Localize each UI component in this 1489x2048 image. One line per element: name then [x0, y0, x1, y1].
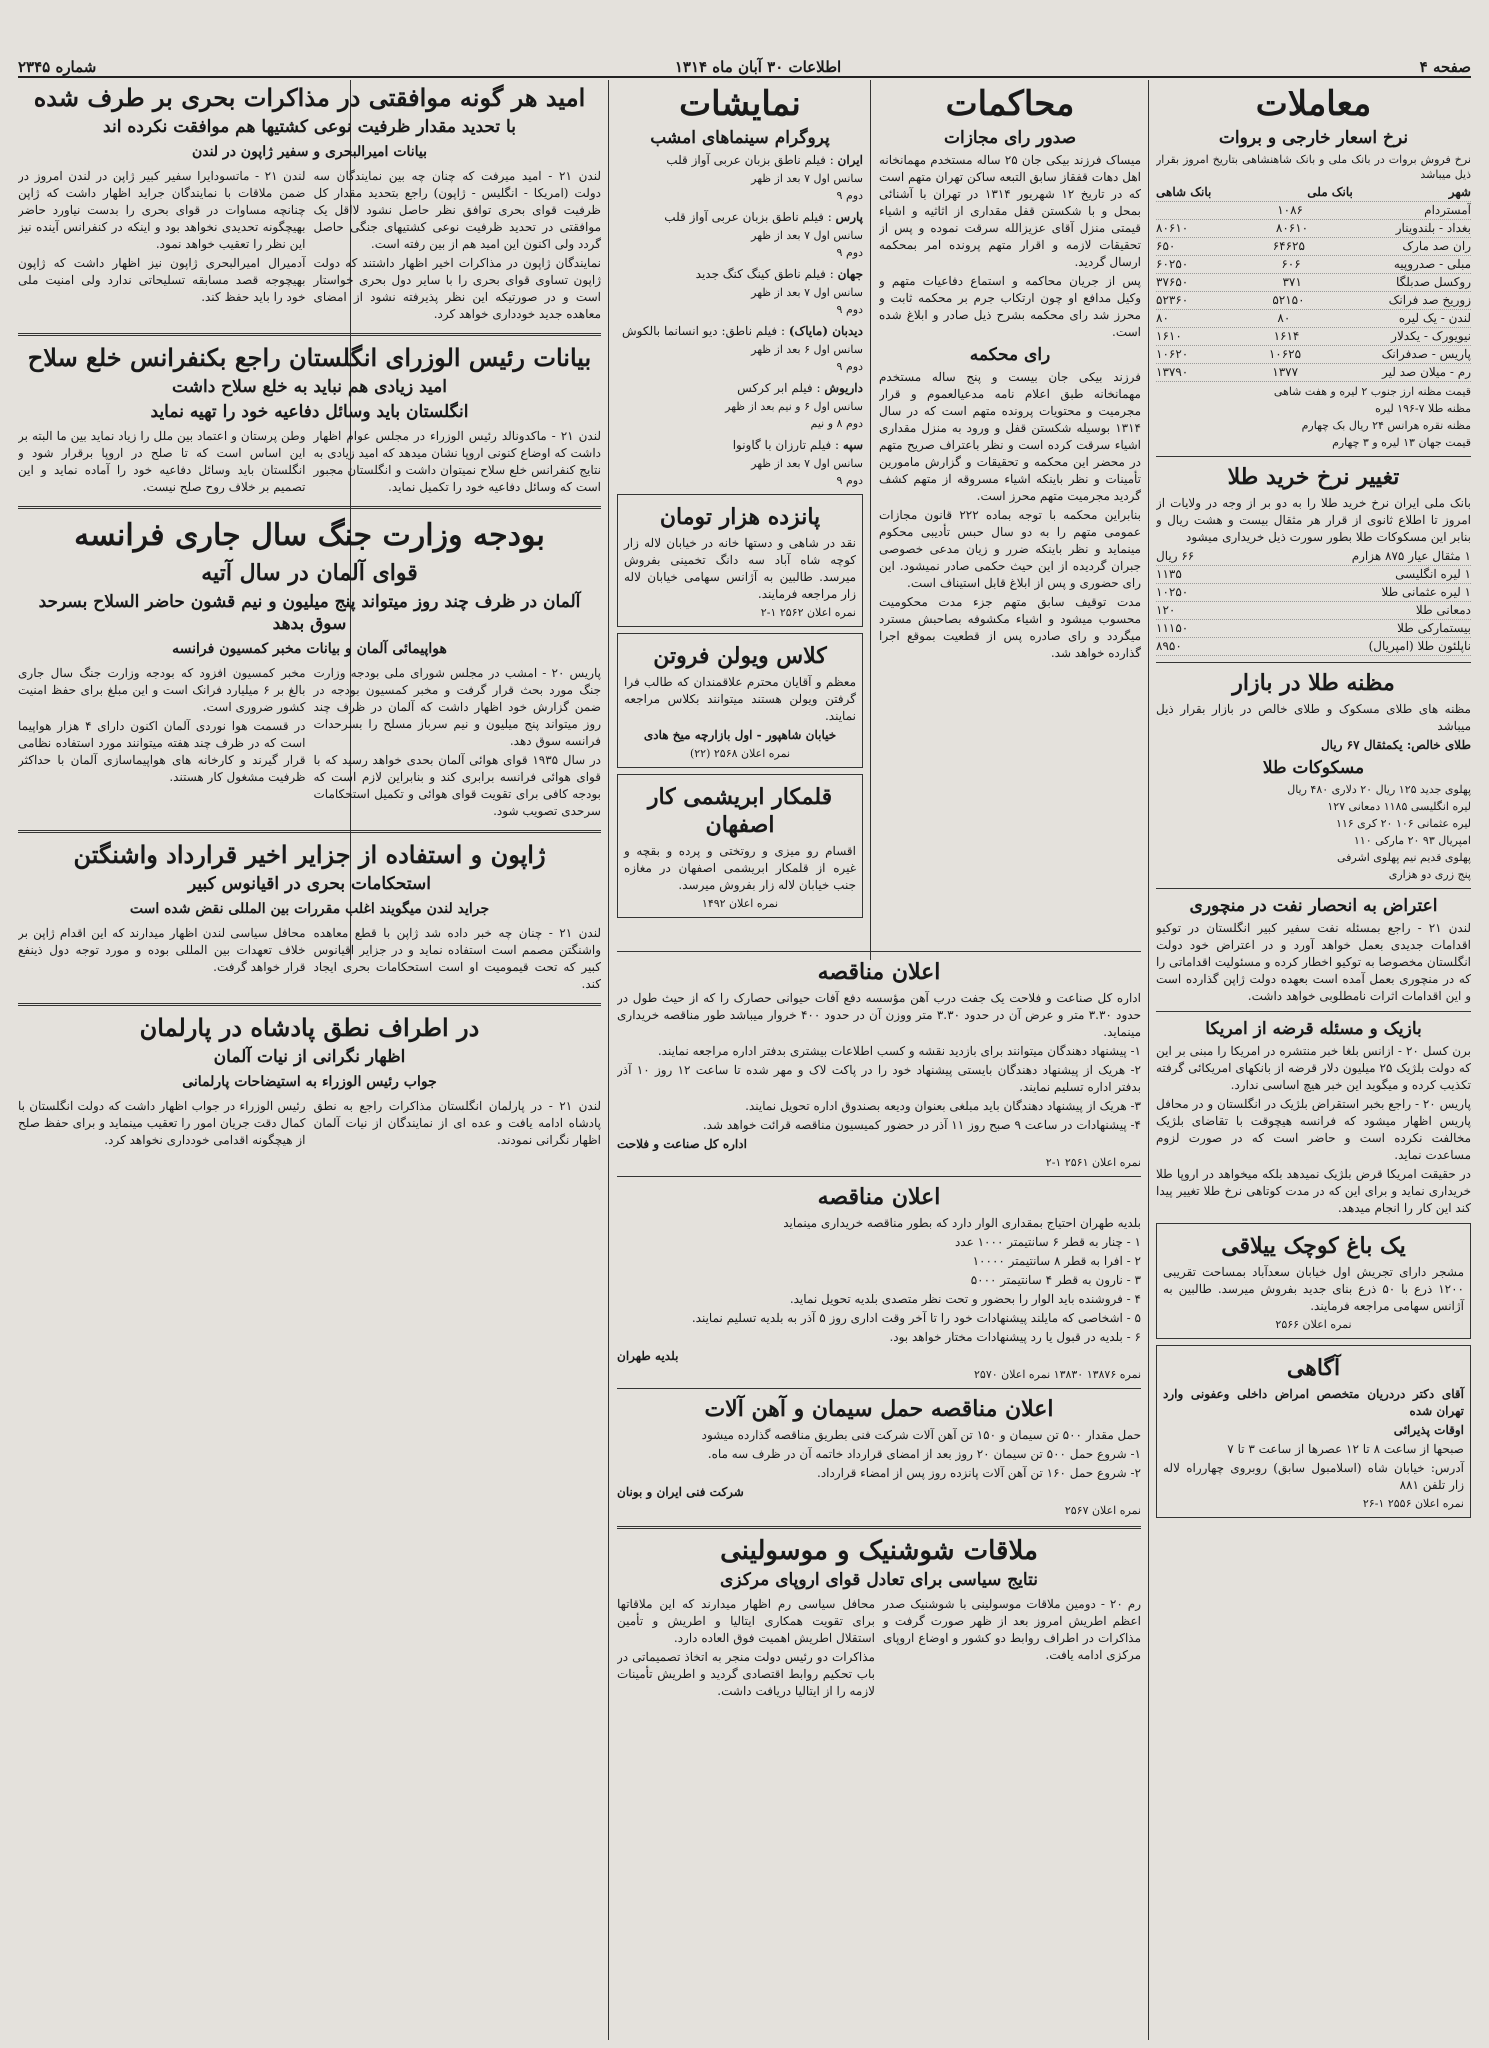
tender-item: ۲- هریک از پیشنهاد دهندگان بایستی پیشنهاد خود را در پاکت لاک و مهر شده تا ساعت ۱۲ روز ۱۰ آذر بدفتر اداره تسلیم نمایند.	[617, 1063, 1141, 1094]
column-divider	[1148, 80, 1149, 2040]
gold-note: مظنه نقره هرانس ۲۴ ریال بک چهارم	[1301, 419, 1471, 432]
headline-meeting: ملاقات شوشنیک و موسولینی	[720, 1536, 1038, 1566]
cinema-session: دوم ۹	[836, 246, 863, 259]
rate-bank-melli: ۵۲۱۵۰	[1272, 293, 1305, 307]
gold-note: مظنه طلا ۷-۱۹۶ لیره	[1375, 402, 1471, 415]
cinema-session: دوم ۹	[836, 474, 863, 487]
gold-buy-text: بانک ملی ایران نرخ خرید طلا را به دو بر از وجه در ولایات از امروز تا اطلاع ثانوی از قرار هر مثقال بیست و هشت ریال و بنابر این مسکوکات طلا بطور سورت ذیل خریداری میشود	[1156, 496, 1471, 544]
section-title-trials: محاکمات	[945, 84, 1075, 124]
trial-text: بنابراین محکمه با توجه بماده ۲۲۲ قانون مجازات عمومی متهم را به دو سال حبس تأدیبی محکوم مینماید و نظر باینکه ضرر و زیان مدعی خصوصی جبران گردیده از این حیث حکمی صادر نمیشود. این رای حضوری و پس از ابلاغ قابل استیناف است.	[879, 508, 1141, 590]
cinema-name: دیدبان (مایاک)	[788, 324, 863, 338]
divider	[617, 1388, 1141, 1389]
rate-city: نیویورک - یکدلار	[1391, 329, 1471, 343]
rate-bank-shahi: ۶۵۰	[1156, 239, 1176, 253]
article-text: لندن ۲۱ - ماکدونالد رئیس الوزراء در مجلس عوام اظهار داشت که اوضاع کنونی اروپا نشان میدهد که امید زیادی به نتایج کنفرانس خلع سلاح نمیتوان داشت و انگلستان مجبور است که وسائل دفاعیه خود را تکمیل نماید.	[313, 429, 601, 494]
rate-bank-melli: ۶۴۶۲۵	[1272, 239, 1305, 253]
rates-list	[1156, 202, 1471, 382]
issue-number: شماره ۲۳۴۵	[18, 58, 97, 76]
belgium-loan-heading: بازیک و مسئله قرضه از امریکا	[1205, 1019, 1422, 1039]
rate-city: رم - میلان صد لیر	[1382, 365, 1471, 379]
tender-item: ۳ - نارون به قطر ۴ سانتیمتر ۵۰۰۰	[970, 1273, 1141, 1287]
rate-bank-shahi: ۵۲۳۶۰	[1156, 293, 1189, 307]
coin-row: پهلوی قدیم نیم پهلوی اشرفی	[1336, 851, 1471, 864]
rate-bank-melli: ۸۰۶۱۰	[1275, 221, 1309, 235]
verdict-heading: رای محکمه	[969, 345, 1051, 365]
rate-row	[1156, 274, 1471, 292]
gold-row	[1156, 566, 1471, 584]
advert-number: نمره اعلان ۱۴۹۲	[701, 897, 779, 910]
cinema-entry	[617, 209, 863, 260]
gold-row	[1156, 638, 1471, 656]
rate-row	[1156, 310, 1471, 328]
divider	[1156, 662, 1471, 663]
cinema-film: فیلم ناطق: دیو انسانما بالکوش	[622, 324, 778, 338]
trial-text: فرزند بیکی جان بیست و پنج ساله مستخدم مهمانخانه طبق اعلام نامه مدعیالعموم و قرار مجرمیت و محتویات پرونده متهم است که در سال ۱۳۱۴ بوسیله شکستن قفل و ورود به منزل مقداری اشیاء سرقت کرده است و نظر باعتراف صریح متهم در محضر این محکمه و تحقیقات و گزارش مامورین تأمینات و نظر باینکه اشیاء مسروقه از متهم کشف گردید مجرمیت متهم محرز است.	[879, 370, 1141, 503]
coin-row: امپریال ۹۳ ۲۰ مارکی ۱۱۰	[1353, 834, 1471, 847]
tender-text: بلدیه طهران احتیاج بمقداری الوار دارد که بطور مناقصه خریداری مینماید	[783, 1216, 1141, 1230]
subheadline-disarmament: امید زیادی هم نباید به خلع سلاح داشت	[172, 377, 447, 397]
rate-row	[1156, 202, 1471, 220]
trial-text: مدت توقیف سابق متهم جزء مدت محکومیت محسوب میشود و اشیاء مکشوفه بصاحبش مسترد میگردد و رای صادره پس از قطعیت بموقع اجرا گذارده خواهد شد.	[879, 595, 1141, 660]
coin-list	[1156, 782, 1471, 882]
advert-fifteen-thousand	[617, 494, 863, 627]
rate-city: مبلی - صدروپیه	[1393, 257, 1471, 271]
exchange-rates-heading: نرخ اسعار خارجی و بروات	[1218, 128, 1409, 148]
cinema-session: سانس اول ۷ بعد از ظهر	[751, 457, 863, 470]
tender-signature: بلدیه طهران	[617, 1349, 679, 1363]
article-text: مخبر کمسیون افزود که بودجه وزارت جنگ سال جاری بالغ بر ۶ میلیارد فرانک است و این مبلغ برای حفظ امنیت کشور ضروری است.	[18, 666, 306, 714]
divider	[1156, 888, 1471, 889]
rate-bank-shahi: ۱۰۶۲۰	[1156, 347, 1189, 361]
advert-violin	[617, 633, 863, 768]
cinema-session: دوم ۸ و نیم	[810, 417, 863, 430]
rate-bank-melli: ۱۰۸۶	[1277, 203, 1303, 217]
advert-hours: صبحها از ساعت ۸ تا ۱۲ عصرها از ساعت ۳ تا ۷	[1227, 1442, 1464, 1456]
subheadline-japan: جراید لندن میگویند اغلب مقررات بین المللی نقض شده است	[129, 901, 490, 917]
cinema-line: پارس : فیلم ناطق بزبان عربی آواز قلب	[664, 210, 863, 224]
advert-hours-title: اوقات پذیرائی	[1393, 1423, 1464, 1437]
cinema-film: فیلم ناطق کینگ کنگ جدید	[695, 267, 826, 281]
tender-item: ۲- شروع حمل ۱۶۰ تن آهن آلات پانزده روز پس از امضاء قرارداد.	[817, 1466, 1141, 1480]
rate-city: بغداد - بلندوینار	[1395, 221, 1471, 235]
article-meeting	[617, 1594, 1141, 1702]
coin-row: لیره انگلیسی ۱۱۸۵ دمعانی ۱۲۷	[1327, 800, 1471, 813]
tender-item: ۵ - اشخاصی که مایلند پیشنهادات خود را تا آخر وقت اداری روز ۵ آذر به بلدیه تسلیم نمایند.	[691, 1311, 1141, 1325]
cinema-name: داریوش	[824, 381, 863, 395]
subheadline-disarmament: انگلستان باید وسائل دفاعیه خود را تهیه نماید	[150, 402, 469, 422]
tender-items	[617, 1043, 1141, 1134]
cinema-line: سپه : فیلم تارزان با گاونوا	[732, 438, 863, 452]
tender-items	[617, 1446, 1141, 1482]
rate-city: روکسل صدبلگا	[1396, 275, 1471, 289]
belgium-loan-text: برن کسل ۲۰ - ازانس بلغا خبر منتشره در امریکا را مبنی بر این که دولت بلژیک ۲۵ میلیون دلار قرضه از بانکهای امریکائی گرفته تکذیب کرده و میگوید این خبر هیچ اساسی ندارد.	[1156, 1044, 1471, 1092]
coin-row: پهلوی جدید ۱۲۵ ریال ۲۰ دلاری ۴۸۰ ریال	[1287, 783, 1471, 796]
gold-row	[1156, 602, 1471, 620]
advert-address: خیابان شاهپور - اول بازارچه میخ هادی	[643, 728, 837, 742]
gold-buy-heading: تغییر نرخ خرید طلا	[1227, 464, 1400, 490]
subheadline-naval: با تحدید مقدار ظرفیت نوعی کشتیها هم موافقت نکرده اند	[103, 117, 516, 137]
article-text: محافل سیاسی رم اظهار میدارند که این ملاقاتها برای تقویت همکاری ایتالیا و اطریش و تأمین استقلال اطریش اهمیت فوق العاده دارد.	[617, 1597, 875, 1645]
rate-city: پاریس - صدفرانک	[1381, 347, 1471, 361]
tender-text: حمل مقدار ۵۰۰ تن سیمان و ۱۵۰ تن آهن آلات شرکت فنی بطریق مناقصه گذارده میشود	[701, 1428, 1141, 1442]
cinema-name: سپه	[842, 438, 863, 452]
rate-row	[1156, 292, 1471, 310]
subheadline-meeting: نتایج سیاسی برای تعادل قوای اروپای مرکزی	[720, 1570, 1038, 1590]
article-text: لندن ۲۱ - چنان چه خبر داده شد ژاپن با قطع معاهده واشنگتن مصمم است استفاده نماید و در جزایر اقیانوس کبیر که تحت قیمومیت او است استحکامات بحری ایجاد کند.	[313, 926, 601, 991]
bazaar-gold-text: مظنه های طلای مسکوک و طلای خالص در بازار بقرار ذیل میباشد	[1156, 702, 1471, 733]
advert-text: معظم و آقایان محترم علاقمندان که طالب فرا گرفتن ویولن هستند میتوانند بکلاس مراجعه نمایند.	[624, 675, 856, 723]
cinema-entry	[617, 380, 863, 431]
rate-row	[1156, 238, 1471, 256]
belgium-loan-text: در حقیقت امریکا قرض بلژیک نمیدهد بلکه میخواهد در اروپا طلا خریداری نماید و برای این که در مدت کوتاهی نرخ طلا تغییر پیدا کند این کار را انجام میدهد.	[1156, 1167, 1471, 1215]
cinema-name: ایران	[837, 153, 863, 167]
gold-price: ۶۶ ریال	[1156, 549, 1195, 563]
trial-text: پس از جریان محاکمه و استماع دفاعیات متهم و وکیل مدافع او چون ارتکاب جرم بر محکمه ثابت و محرز شد رای محکمه بشرح ذیل صادر و ابلاغ شده است.	[879, 274, 1141, 339]
advert-title: آگاهی	[1286, 1355, 1341, 1381]
tender-item: ۴ - فروشنده باید الوار را بحضور و تحت نظر متصدی بلدیه تحویل نماید.	[789, 1292, 1141, 1306]
tender-item: ۱- شروع حمل ۵۰۰ تن سیمان ۲۰ روز بعد از امضای قرارداد خاتمه آن در ظرف سه ماه.	[707, 1447, 1141, 1461]
cinema-session: دوم ۹	[836, 360, 863, 373]
article-naval	[18, 166, 601, 325]
article-text: نمایندگان ژاپون در مذاکرات اخیر اظهار داشتند که دولت ژاپون تساوی قوای بحری را با سایر دول بحری خواستار است و در صورتیکه این نظر پذیرفته نشود از امضای معاهده جدید خودداری خواهد کرد.	[313, 256, 601, 321]
rate-bank-shahi: ۸۰	[1156, 311, 1169, 325]
article-france-budget	[18, 663, 601, 822]
rate-bank-shahi: ۶۰۲۵۰	[1156, 257, 1189, 271]
cinema-line: دیدبان (مایاک) : فیلم ناطق: دیو انسانما بالکوش	[622, 324, 863, 338]
article-text: لندن ۲۱ - ماتسودایرا سفیر کبیر ژاپن در لندن امروز در ضمن ملاقات با نمایندگان جراید اظهار داشت که ژاپن چنانچه مساوات در قوای بحری را بدست نیاورد حاضر بهیچگونه تحدیدی نخواهد بود و اینکه در کنفرانس آینده نیز این نظر را تعقیب خواهد نمود.	[18, 169, 306, 251]
article-text: مذاکرات دو رئیس دولت منجر به اتخاذ تصمیماتی در باب تحکیم روابط اقتصادی گردید و اطریش تأمینات لازمه را از ایتالیا دریافت داشت.	[617, 1650, 875, 1698]
advert-text: نقد در شاهی و دستها خانه در خیابان لاله زار کوچه شاه آباد سه دانگ تخمینی بفروش میرسد. طالبین به آژانس سهامی خیابان لاله زار مراجعه فرمایند.	[624, 536, 856, 601]
divider	[617, 1176, 1141, 1177]
tender-item: ۲ - افرا به قطر ۸ سانتیمتر ۱۰۰۰۰	[972, 1254, 1141, 1268]
advert-text: آقای دکتر دردریان متخصص امراض داخلی وعفونی وارد تهران شده	[1163, 1387, 1464, 1418]
masthead	[18, 54, 1471, 78]
section-title-transactions: معاملات	[1255, 84, 1372, 124]
advert-number: نمره اعلان ۲۵۶۶	[1275, 1318, 1352, 1331]
rates-header-row: شهر بانک ملی بانک شاهی	[1156, 184, 1471, 202]
advert-title: یک باغ کوچک ییلاقی	[1221, 1233, 1406, 1259]
cinema-name: جهان	[837, 267, 863, 281]
section-title-shows: نمایشات	[679, 84, 801, 124]
gold-item: ۱ لیره عثمانی طلا	[1381, 585, 1471, 599]
gold-row	[1156, 584, 1471, 602]
trial-text: میساک فرزند بیکی جان ۲۵ ساله مستخدم مهمانخانه اهل دهات قفقاز سابق التبعه ساکن تهران متهم است که در تاریخ ۱۲ شهریور ۱۳۱۴ در تهران با آشنائی بمحل و با شکستن قفل مقداری از اثاثیه و اشیاء قیمتی منزل آقای عزیزالله سرقت نموده و پس از تحقیقات لازمه و اقرار متهم پرونده امر بمحکمه ارسال گردید.	[879, 153, 1141, 269]
cinema-session: سانس اول ۷ بعد از ظهر	[751, 286, 863, 299]
lower-middle-section	[617, 945, 1141, 2035]
tender-signature: اداره کل صناعت و فلاحت	[617, 1137, 747, 1151]
tender-item: ۳- هریک از پیشنهاد دهندگان باید مبلغی بعنوان ودیعه بصندوق اداره تحویل نمایند.	[745, 1099, 1141, 1113]
advert-text: مشجر دارای تجریش اول خیابان سعدآباد بمساحت تقریبی ۱۲۰۰ ذرع با ۵۰ ذرع بنای جدید بفروش میرسد. طالبین به آژانس سهامی مراجعه فرمایند.	[1163, 1265, 1464, 1313]
advert-silk	[617, 774, 863, 918]
tender-heading: اعلان مناقصه	[817, 959, 941, 985]
tender-number: نمره اعلان ۲۵۶۷	[1064, 1504, 1141, 1517]
cinema-name: پارس	[835, 210, 863, 224]
issue-date: اطلاعات ۳۰ آبان ماه ۱۳۱۴	[674, 58, 842, 76]
rate-city: ران صد مارک	[1402, 239, 1471, 253]
article-text: در قسمت هوا نوردی آلمان اکنون دارای ۴ هزار هواپیما است که در ظرف چند هفته میتوانند مورد استفاده نظامی قرار گیرند و کارخانه های هواپیماسازی آلمان با حداکثر ظرفیت مشغول کار هستند.	[18, 719, 306, 784]
article-king-speech	[18, 1096, 601, 1151]
subheadline-germany: آلمان در ظرف چند روز میتواند پنج میلیون و نیم قشون حاضر السلاح بسرحد سوق بدهد	[38, 592, 581, 634]
subheadline-japan: استحکامات بحری در اقیانوس کبیر	[188, 874, 431, 894]
cinema-film: فیلم تارزان با گاونوا	[732, 438, 832, 452]
gold-price: ۱۱۳۵	[1156, 567, 1182, 581]
rate-bank-melli: ۸۰	[1277, 311, 1291, 325]
subheadline-germany: قوای آلمان در سال آتیه	[201, 560, 418, 586]
belgium-loan-text: پاریس ۲۰ - راجع بخبر استقراض بلژیک در انگلستان و در محافل پاریس اظهار میشود که فرانسه هیچوقت با تقاضای بلژیک مخالفت نکرده است و حاضر است که در صورت لزوم مساعدت نماید.	[1156, 1097, 1471, 1162]
cinema-film: فیلم ناطق بزبان عربی آواز قلب	[664, 210, 824, 224]
divider	[1156, 1011, 1471, 1012]
article-text: رئیس الوزراء در جواب اظهار داشت که دولت انگلستان با کمال دقت جریان امور را تعقیب مینماید و برای حفظ صلح از هیچگونه اقدامی خودداری نخواهد کرد.	[18, 1099, 306, 1147]
cinema-film: فیلم ابر کرکس	[737, 381, 813, 395]
advert-text: اقسام رو میزی و روتختی و پرده و بقچه و غیره از قلمکار ابریشمی اصفهان در مغازه جنب خیابان لاله زار بفروش میرسد.	[624, 844, 856, 892]
article-text: لندن ۲۱ - امید میرفت که چنان چه بین نمایندگان سه دولت (امریکا - انگلیس - ژاپون) راجع بتحدید مقدار کل ظرفیت قوای بحری توافق نظر حاصل نشود لااقل یک موافقتی در تحدید ظرفیت نوعی کشتیهای جنگی حاصل گردد ولی اکنون این امید هم از بین رفته است.	[313, 169, 601, 251]
gold-item: ناپلئون طلا (امپریال)	[1368, 639, 1471, 653]
article-text: آدمیرال امیرالبحری ژاپون نیز اظهار داشت که ژاپون بهیچوجه قصد مسابقه تسلیحاتی ندارد ولی امنیت ملی خود را باید حفظ کند.	[18, 256, 306, 304]
cinema-entry	[617, 152, 863, 203]
advert-number: نمره اعلان ۲۵۶۸ (۲۲)	[689, 747, 791, 760]
advert-number: نمره اعلان ۲۵۵۶ ۱-۲۶	[1362, 1497, 1464, 1510]
headline-naval: امید هر گونه موافقتی در مذاکرات بحری بر طرف شده	[33, 83, 586, 112]
rate-bank-shahi: ۱۳۷۹۰	[1156, 365, 1189, 379]
tender-number: نمره اعلان ۲۵۶۱ ۱-۲	[1045, 1156, 1141, 1169]
rate-bank-melli: ۳۷۱	[1282, 275, 1302, 289]
cinema-session: سانس اول ۶ و نیم بعد از ظهر	[725, 400, 863, 413]
cinema-line: ایران : فیلم ناطق بزبان عربی آواز قلب	[666, 153, 863, 167]
subheadline-germany: هواپیمائی آلمان و بیانات مخبر کمسیون فرانسه	[172, 641, 447, 657]
pure-gold-price: طلای خالص: یکمثقال ۶۷ ریال	[1320, 738, 1471, 752]
headline-disarmament: بیانات رئیس الوزرای انگلستان راجع بکنفرانس خلع سلاح	[27, 343, 592, 372]
rate-bank-melli: ۱۰۶۲۵	[1268, 347, 1302, 361]
column-news	[18, 80, 601, 2040]
cinema-session: دوم ۹	[836, 189, 863, 202]
gold-item: بیستمارکی طلا	[1397, 621, 1471, 635]
cinema-line: داریوش : فیلم ابر کرکس	[737, 381, 863, 395]
column-shows	[617, 80, 863, 960]
gold-price: ۱۲۰	[1156, 603, 1176, 617]
subheadline-naval: بیانات امیرالبحری و سفیر ژاپون در لندن	[191, 144, 428, 160]
tender-item: ۱- پیشنهاد دهندگان میتوانند برای بازدید نقشه و کسب اطلاعات بیشتری بدفتر اداره مراجعه نمایند.	[657, 1044, 1141, 1058]
tender-item: ۱ - چنار به قطر ۶ سانتیمتر ۱۰۰۰ عدد	[954, 1235, 1141, 1249]
rate-bank-shahi: ۱۶۱۰	[1156, 329, 1182, 343]
trial-heading: صدور رای مجازات	[943, 128, 1077, 148]
rate-city: زوریخ صد فرانک	[1388, 293, 1471, 307]
article-japan	[18, 923, 601, 995]
cinema-entry	[617, 266, 863, 317]
cinema-entry	[617, 437, 863, 488]
rate-row	[1156, 328, 1471, 346]
divider	[18, 506, 601, 509]
advert-address: آدرس: خیابان شاه (اسلامبول سابق) روبروی چهارراه لاله زار تلفن ۸۸۱	[1163, 1461, 1464, 1492]
article-disarmament	[18, 426, 601, 498]
cinema-session: دوم ۹	[836, 303, 863, 316]
divider	[18, 1003, 601, 1006]
rate-row	[1156, 220, 1471, 238]
gold-note: قیمت مظنه ارز جنوب ۲ لیره و هفت شاهی	[1273, 385, 1471, 398]
subheadline-king-speech: جواب رئیس الوزراء به استیضاحات پارلمانی	[182, 1074, 437, 1090]
divider	[1156, 456, 1471, 457]
advert-title: کلاس ویولن فروتن	[653, 643, 827, 669]
article-text: پاریس ۲۰ - امشب در مجلس شورای ملی بودجه وزارت جنگ مورد بحث قرار گرفت و مخبر کمسیون بودجه در ضمن گزارش خود اظهار داشت که آلمان در ظرف چند روز میتواند پنج میلیون و نیم سرباز مسلح را بسرحدات فرانسه سوق دهد.	[313, 666, 601, 748]
column-divider	[608, 80, 609, 2040]
tender-item: ۶ - بلدیه در قبول یا رد پیشنهادات مختار خواهد بود.	[889, 1330, 1141, 1344]
advert-title: پانزده هزار تومان	[659, 504, 821, 530]
gold-price: ۸۹۵۰	[1156, 639, 1182, 653]
tender-text: اداره کل صناعت و فلاحت یک جفت درب آهن مؤسسه دفع آفات حیوانی حصارک را که از حیث طول در حدود ۳.۳۰ متر و عرض آن در حدود ۳.۳۰ متر ووزن آن در حدود ۴۰۰ خروار میباشد طور مناقصه خریداری مینماید.	[617, 991, 1141, 1039]
divider	[18, 830, 601, 833]
gold-list	[1156, 548, 1471, 656]
tender-items	[617, 1234, 1141, 1346]
divider	[617, 1526, 1141, 1529]
cinema-session: سانس اول ۶ بعد از ظهر	[751, 343, 863, 356]
rate-row	[1156, 346, 1471, 364]
rate-bank-melli: ۱۶۱۴	[1273, 329, 1300, 343]
coin-row: پنج زری دو هزاری	[1388, 868, 1471, 881]
cinema-entry	[617, 323, 863, 374]
divider	[617, 951, 1141, 952]
divider	[18, 333, 601, 336]
gold-row	[1156, 548, 1471, 566]
gold-item: ۱ لیره انگلیسی	[1395, 567, 1471, 581]
headline-france-budget: بودجه وزارت جنگ سال جاری فرانسه	[74, 518, 545, 553]
cinema-line: جهان : فیلم ناطق کینگ کنگ جدید	[695, 267, 863, 281]
gold-price: ۱۰۲۵۰	[1156, 585, 1189, 599]
rate-bank-shahi: ۸۰۶۱۰	[1156, 221, 1189, 235]
exchange-rates-intro: نرخ فروش بروات در بانک ملی و بانک شاهنشاهی بتاریخ امروز بقرار ذیل میباشد	[1156, 153, 1471, 181]
rate-city: لندن - یک لیره	[1398, 311, 1471, 325]
advert-garden	[1156, 1223, 1471, 1339]
cinema-session: سانس اول ۷ بعد از ظهر	[751, 229, 863, 242]
page-number: صفحه ۴	[1419, 58, 1471, 76]
gold-row	[1156, 620, 1471, 638]
article-text: در سال ۱۹۳۵ قوای هوائی آلمان بحدی خواهد رسید که با قوای هوائی فرانسه برابری کند و بنابراین لازم است که بودجه کافی برای تقویت قوای هوائی و تکمیل استحکامات سرحدی تصویب شود.	[313, 753, 601, 818]
advert-number: نمره اعلان ۲۵۶۲ ۱-۲	[760, 606, 856, 619]
column-trials	[879, 80, 1141, 960]
advert-doctor	[1156, 1345, 1471, 1518]
cinema-program-heading: پروگرام سینماهای امشب	[650, 128, 830, 148]
tender-heading: اعلان مناقصه حمل سیمان و آهن آلات	[704, 1396, 1054, 1422]
gold-price: ۱۱۱۵۰	[1156, 621, 1189, 635]
gold-item: دمعانی طلا	[1415, 603, 1471, 617]
rate-bank-shahi: ۳۷۶۵۰	[1156, 275, 1189, 289]
bazaar-gold-heading: مظنه طلا در بازار	[1232, 670, 1395, 696]
cinema-film: فیلم ناطق بزبان عربی آواز قلب	[666, 153, 826, 167]
article-text: محافل سیاسی لندن اظهار میدارند که این اقدام ژاپن بر خلاف تعهدات بین المللی بوده و مورد توجه دول ذینفع قرار خواهد گرفت.	[18, 926, 306, 974]
article-text: وطن پرستان و اعتماد بین ملل را زیاد نماید بین ما البته بر این اساس است که تا صلح در اروپا برقرار شود و انگلستان باید وسائل دفاعیه خود را آماده نماید و این تصمیم بر خلاف روح صلح نیست.	[18, 429, 306, 494]
article-text: رم ۲۰ - دومین ملاقات موسولینی با شوشنیک صدر اعظم اطریش امروز بعد از ظهر صورت گرفت و مذاکرات در اطراف روابط دو کشور و اوضاع اروپای مرکزی ادامه یافت.	[883, 1597, 1141, 1662]
tender-item: ۴- پیشنهادات در ساعت ۹ صبح روز ۱۱ آذر در حضور کمیسیون مناقصه قرائت خواهد شد.	[702, 1118, 1141, 1132]
rate-row	[1156, 256, 1471, 274]
rate-city: آمستردام	[1424, 203, 1471, 217]
column-transactions	[1156, 80, 1471, 2040]
rate-row	[1156, 364, 1471, 382]
tender-heading: اعلان مناقصه	[817, 1184, 941, 1210]
cinema-session: سانس اول ۷ بعد از ظهر	[751, 172, 863, 185]
coins-heading: مسکوکات طلا	[1262, 758, 1365, 778]
coin-row: لیره عثمانی ۱۰۶ ۲۰ کری ۱۱۶	[1335, 817, 1471, 830]
advert-title: قلمکار ابریشمی کار اصفهان	[647, 784, 833, 838]
tender-signature: شرکت فنی ایران و بونان	[617, 1485, 744, 1499]
headline-japan: ژاپون و استفاده از جزایر اخیر قرارداد واشنگتن	[73, 840, 546, 869]
headline-king-speech: در اطراف نطق پادشاه در پارلمان	[139, 1013, 480, 1042]
subheadline-king-speech: اظهار نگرانی از نیات آلمان	[213, 1047, 406, 1067]
article-text: لندن ۲۱ - در پارلمان انگلستان مذاکرات راجع به نطق پادشاه ادامه یافت و عده ای از نمایندگان از نیات آلمان اظهار نگرانی نمودند.	[313, 1099, 601, 1147]
gold-note: قیمت جهان ۱۳ لیره و ۳ چهارم	[1332, 436, 1471, 449]
cinema-list	[617, 152, 863, 488]
tender-number: نمره ۱۳۸۷۶ ۱۳۸۳۰ نمره اعلان ۲۵۷۰	[974, 1368, 1141, 1381]
column-divider	[870, 80, 871, 960]
rate-bank-melli: ۱۳۷۷	[1272, 365, 1299, 379]
oil-protest-heading: اعتراض به انحصار نفت در منچوری	[1189, 896, 1438, 916]
rate-bank-melli: ۶۰۶	[1281, 257, 1301, 271]
gold-item: ۱ مثقال عیار ۸۷۵ هزارم	[1351, 549, 1471, 563]
oil-protest-text: لندن ۲۱ - راجع بمسئله نفت سفیر کبیر انگلستان در توکیو اقدامات جدیدی بعمل خواهد آورد و در اعتراض خود دولت انگلستان مخصوصا به توکیو اخطار کرده و مسئولیت اقداماتی را که در منچوری بعمل آمده است بعهده دولت ژاپن گذارده است و این اقدامات اثرات نامطلوبی خواهد داشت.	[1156, 921, 1471, 1003]
